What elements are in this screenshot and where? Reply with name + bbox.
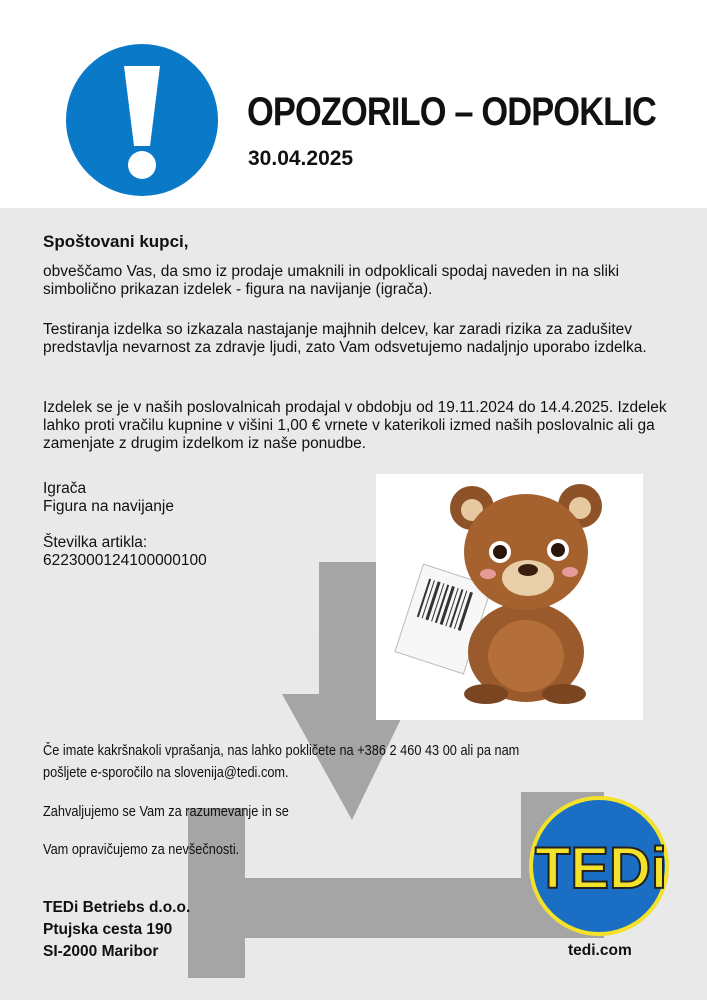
company-address <box>43 897 190 963</box>
company-street: Ptujska cesta 190 <box>43 921 173 938</box>
article-label: Številka artikla: <box>43 534 148 551</box>
recall-notice <box>0 208 707 1000</box>
header <box>0 0 707 208</box>
page-title: OPOZORILO – ODPOKLIC <box>247 90 657 134</box>
greeting: Spoštovani kupci, <box>43 232 189 251</box>
company-city: SI-2000 Maribor <box>43 943 159 960</box>
intro-paragraph: obveščamo Vas, da smo iz prodaje umaknili in odpoklicali spodaj naveden in na sliki simbolično prikazan izdelek - figura na navijanje (igrača). <box>43 263 620 298</box>
product-name: Figura na navijanje <box>43 498 174 515</box>
company-name: TEDi Betriebs d.o.o. <box>43 899 191 916</box>
product-category: Igrača <box>43 480 87 497</box>
apology-text: Vam opravičujemo za nevšečnosti. <box>43 842 240 858</box>
exclamation-alert-icon <box>66 44 218 196</box>
article-number: 6223000124100000100 <box>43 552 207 569</box>
contact-info <box>43 740 519 784</box>
recall-date: 30.04.2025 <box>248 147 354 170</box>
refund-paragraph: Izdelek se je v naših poslovalnicah prodajal v obdobju od 19.11.2024 do 14.4.2025. Izdelek lahko proti vračilu kupnine v višini 1,00 € vrnete v katerikoli izmed naših poslovalnic ali ga zamenjate z drugim izdelkom iz naše ponudbe. <box>43 399 667 452</box>
logo-text: TEDi <box>534 836 668 901</box>
product-photo <box>376 474 643 720</box>
tedi-logo <box>529 796 679 936</box>
contact-line-1: Če imate kakršnakoli vprašanja, nas lahko pokličete na +386 2 460 43 00 ali pa nam <box>43 743 520 759</box>
website-link[interactable]: tedi.com <box>568 942 632 959</box>
contact-line-2: pošljete e-sporočilo na slovenija@tedi.com. <box>43 765 289 781</box>
wind-up-bear-image <box>376 474 643 720</box>
thanks-text: Zahvaljujemo se Vam za razumevanje in se <box>43 804 289 820</box>
product-info <box>43 480 207 570</box>
hazard-paragraph: Testiranja izdelka so izkazala nastajanje majhnih delcev, kar zaradi rizika za zadušitev predstavlja nevarnost za zdravje ljudi, zato Vam odsvetujemo nadaljnjo uporabo izdelka. <box>43 321 647 356</box>
